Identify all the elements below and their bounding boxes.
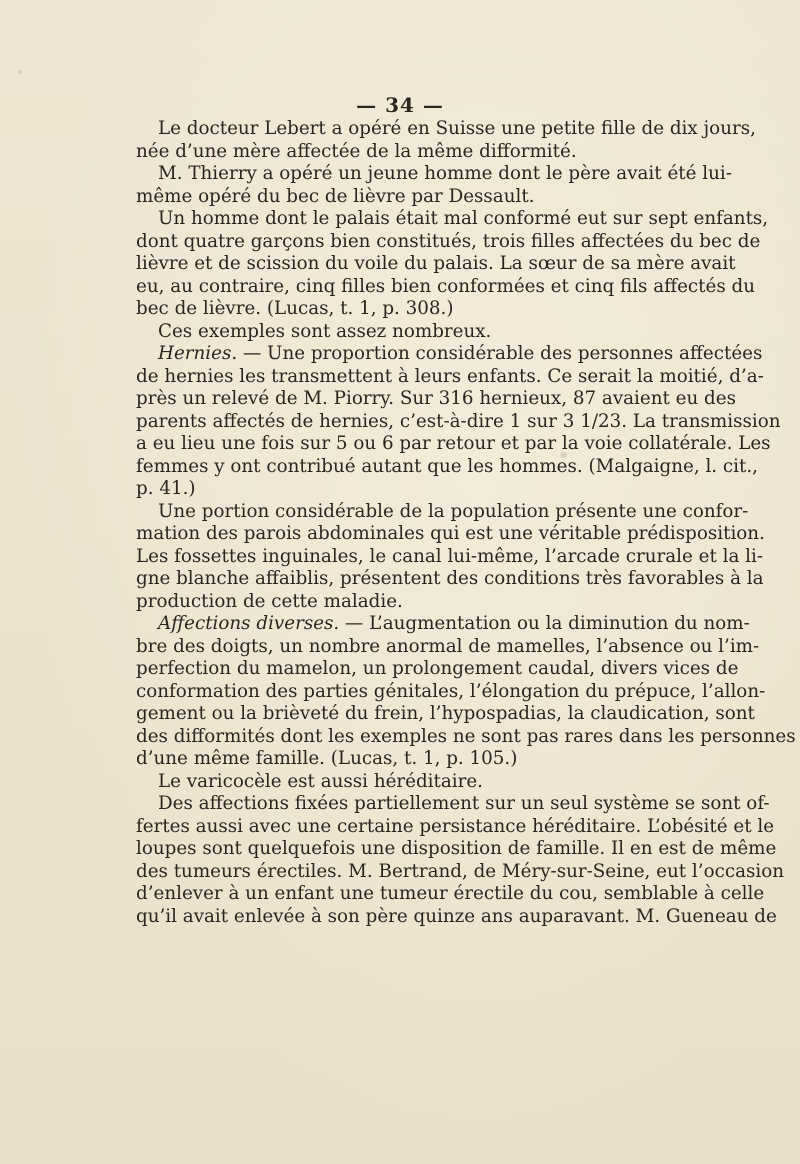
text-line: d’une même famille. (Lucas, t. 1, p. 105.) — [136, 748, 518, 769]
text-line: des difformités dont les exemples ne sont pas rares dans les personnes — [136, 725, 796, 747]
text-line: Ces exemples sont assez nombreux. — [158, 320, 492, 342]
text-line: d’enlever à un enfant une tumeur érectile du cou, semblable à celle — [136, 883, 765, 904]
text-line: a eu lieu une fois sur 5 ou 6 par retour et par la voie collatérale. Les — [136, 433, 771, 454]
paragraph — [136, 500, 765, 614]
text-line: femmes y ont contribué autant que les hommes. (Malgaigne, l. cit., — [136, 455, 758, 477]
line-text: — L’augmentation ou la diminution du nom- — [339, 613, 750, 634]
text-line: loupes sont quelquefois une disposition de famille. Il en est de même — [136, 838, 777, 859]
paragraph — [136, 343, 781, 501]
text-line: dont quatre garçons bien constitués, trois filles affectées du bec de — [136, 230, 761, 252]
text-line: de hernies les transmettent à leurs enfants. Ce serait la moitié, d’a- — [136, 365, 764, 387]
text-line: Une portion considérable de la population présente une confor- — [158, 500, 749, 522]
text-line: production de cette maladie. — [136, 590, 403, 612]
text-line: Les fossettes inguinales, le canal lui-même, l’arcade crurale et la li- — [136, 545, 764, 567]
text-line: née d’une mère affectée de la même difformité. — [136, 140, 577, 162]
text-line: qu’il avait enlevée à son père quinze ans auparavant. M. Gueneau de — [136, 905, 777, 927]
text-line: fertes aussi avec une certaine persistance héréditaire. L’obésité et le — [136, 815, 775, 837]
paragraph — [136, 208, 769, 321]
page-number: — 34 — — [356, 93, 444, 117]
line-text: — Une proportion considérable des personnes affectées — [237, 343, 763, 364]
paragraph — [136, 163, 732, 208]
section-heading: Affections diverses. — [158, 613, 340, 634]
text-line — [136, 343, 763, 366]
text-line: parents affectés de hernies, c’est-à-dire 1 sur 3 1/23. La transmission — [136, 410, 781, 432]
text-line: Un homme dont le palais était mal conformé eut sur sept enfants, — [158, 208, 769, 229]
text-line: gement ou la brièveté du frein, l’hypospadias, la claudication, sont — [136, 703, 755, 724]
paragraph — [136, 321, 710, 344]
text-line: près un relevé de M. Piorry. Sur 316 hernieux, 87 avaient eu des — [136, 388, 736, 409]
section-heading: Hernies. — [158, 343, 238, 364]
text-line: des tumeurs érectiles. M. Bertrand, de Méry-sur-Seine, eut l’occasion — [136, 860, 784, 882]
paragraph — [136, 771, 710, 794]
text-line: eu, au contraire, cinq filles bien conformées et cinq fils affectés du — [136, 275, 756, 297]
paragraph — [136, 793, 784, 928]
text-line: Des affections fixées partiellement sur un seul système se sont of- — [158, 793, 770, 814]
paper-stain — [18, 70, 22, 74]
text-line: perfection du mamelon, un prolongement caudal, divers vices de — [136, 658, 739, 679]
text-line: Le docteur Lebert a opéré en Suisse une petite fille de dix jours, — [158, 118, 756, 139]
text-line — [136, 613, 750, 636]
text-line: bre des doigts, un nombre anormal de mamelles, l’absence ou l’im- — [136, 635, 760, 657]
body-text — [136, 118, 796, 928]
text-line: gne blanche affaiblis, présentent des conditions très favorables à la — [136, 568, 764, 589]
text-line: M. Thierry a opéré un jeune homme dont le père avait été lui- — [158, 163, 732, 184]
text-line: même opéré du bec de lièvre par Dessault. — [136, 185, 535, 207]
text-line: mation des parois abdominales qui est une véritable prédisposition. — [136, 523, 765, 544]
text-line: bec de lièvre. (Lucas, t. 1, p. 308.) — [136, 298, 454, 319]
paragraph — [136, 613, 796, 771]
paragraph — [136, 118, 756, 163]
text-line: Le varicocèle est aussi héréditaire. — [158, 770, 483, 792]
text-line: conformation des parties génitales, l’élongation du prépuce, l’allon- — [136, 680, 766, 702]
text-line: lièvre et de scission du voile du palais. La sœur de sa mère avait — [136, 253, 736, 274]
text-line: p. 41.) — [136, 478, 196, 499]
